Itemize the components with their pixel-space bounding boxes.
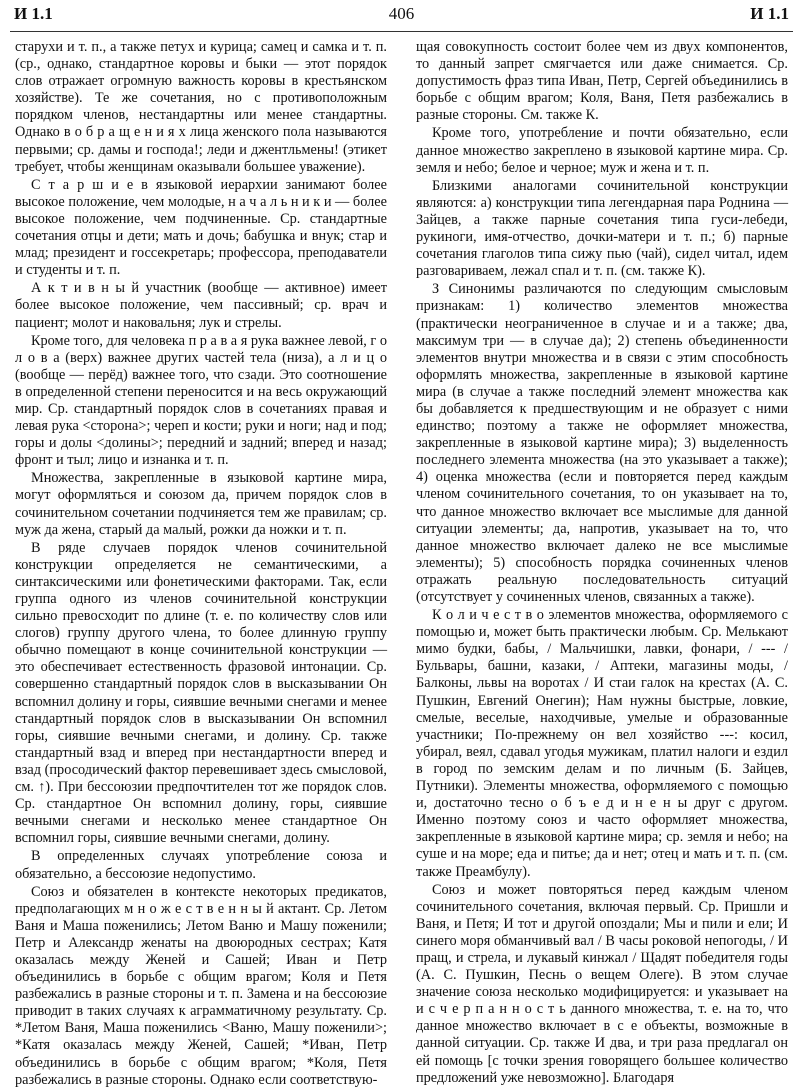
paragraph: Множества, закрепленные в языковой картине мира, могут оформляться и союзом да, причем порядок слов в сочинительном сочетании подчиняется тем же правилам; ср. муж да жена, старый да малый, рожки да ножки и т. п. [15, 470, 387, 538]
header-left-entry: И 1.1 [14, 4, 53, 23]
paragraph: Кроме того, употребление и почти обязательно, если данное множество закреплено в языковой картине мира. Ср. земля и небо; белое и черное; муж и жена и т. п. [416, 125, 788, 176]
paragraph: Кроме того, для человека п р а в а я рука важнее левой, г о л о в а (верх) важнее других частей тела (низа), а л и ц о (вообще — перёд) важнее того, что сзади. Это соотношение в определенной степени переносится и на весь окружающий мир. Ср. стандартный порядок слов в сочетаниях правая и левая рука <сторона>; череп и кости; руки и ноги; над и под; горы и долы <долины>; передний и задний; вперед и назад; фронт и тыл; лицо и изнанка и т. п. [15, 332, 387, 469]
right-column [416, 39, 788, 1086]
paragraph: В ряде случаев порядок членов сочинительной конструкции определяется не семантическими, а синтаксическими или фонетическими факторами. Так, если группа одного из членов сочинительной конструкции сильно превосходит по длине (т. е. по количеству слов или слогов) группу другого члена, то более длинную группу обычно помещают в конце сочинительной конструкции — это обеспечивает естественность фразовой интонации. Ср. совершенно стандартный порядок слов в высказывании Он вспомнил долину и горы, сиявшие вечными снегами и менее стандартный порядок слов в высказывании Он вспомнил горы, сиявшие вечными снегами, и долину. Ср. также стандартный взад и вперед при нестандартности вперед и взад (просодический фактор перевешивает здесь смысловой, см. ↑). При бессоюзии предпочтителен тот же порядок слов. Ср. стандартное Он вспомнил долину, горы, сиявшие вечными снегами и несколько менее стандартное Он вспомнил горы, сиявшие вечными снегами, долину. [15, 539, 387, 847]
left-column [15, 39, 387, 1088]
page-header [14, 4, 789, 28]
header-rule [10, 31, 793, 32]
paragraph: С т а р ш и е в языковой иерархии занимают более высокое положение, чем молодые, н а ч а л ь н и к и — более высокое положение, чем подчиненные. Ср. стандартные сочетания отцы и дети; мать и дочь; бабушка и внук; стар и млад; президент и госсекретарь; профессора, преподаватели и студенты и т. п. [15, 176, 387, 279]
paragraph: Союз и обязателен в контексте некоторых предикатов, предполагающих м н о ж е с т в е н н ы й актант. Ср. Летом Ваня и Маша поженились; Летом Ваню и Машу поженили; Петр и Александр женаты на двоюродных сестрах; Катя оказалась между Женей и Сашей; Иван и Петр объединились в борьбе с общим врагом; Коля и Петя разбежались в разные стороны и т. п. Замена и на бессоюзие приводит в таких случаях к аграмматичному результату. Ср. *Летом Ваня, Маша поженились <Ваню, Машу поженили>; *Катя оказалась между Женей, Сашей; *Иван, Петр объединились в борьбе с общим врагом; *Коля, Петя разбежались в разные стороны. Однако если соответствую- [15, 883, 387, 1088]
paragraph: старухи и т. п., а также петух и курица; самец и самка и т. п. (ср., однако, стандартное коровы и быки — этот порядок слов отражает огромную важность коровы в крестьянском хозяйстве). Те же сочетания, но с противоположным порядком членов, нестандартны или менее стандартны. Однако в о б р а щ е н и я х лица женского пола называются первыми; ср. дамы и господа!; леди и джентльмены! (этикет требует, чтобы женщинам оказывали большее уважение). [15, 39, 387, 175]
header-right-entry: И 1.1 [750, 4, 789, 23]
paragraph: А к т и в н ы й участник (вообще — активное) имеет более высокое положение, чем пассивный; ср. врач и пациент; молот и наковальня; лук и стрелы. [15, 280, 387, 331]
paragraph: Союз и может повторяться перед каждым членом сочинительного сочетания, включая первый. Ср. Пришли и Ваня, и Петя; И тот и другой опоздали; Мы и пили и ели; И синего моря обманчивый вал / В часы роковой непогоды, / И пращ, и стрела, и лукавый кинжал / Щадят победителя годы (А. С. Пушкин, Песнь о вещем Олеге). В этом случае значение союза несколько модифицируется: и указывает на и с ч е р п а н н о с т ь данного множества, т. е. на то, что данное множество включает в с е объекты, возможные в данной ситуации. Ср. также И два, и три раза предлагал он ей помощь [с точки зрения говорящего большее количество предложений уже невозможно]. Благодаря [416, 881, 788, 1086]
paragraph: В определенных случаях употребление союза и обязательно, а бессоюзие недопустимо. [15, 848, 387, 882]
paragraph: щая совокупность состоит более чем из двух компонентов, то данный запрет смягчается или даже снимается. Ср. допустимость фраз типа Иван, Петр, Сергей объединились в борьбе с общим врагом; Коля, Ваня, Петя разбежались в разные стороны. См. также К. [416, 39, 788, 124]
page-number: 406 [388, 4, 415, 23]
paragraph: З Синонимы различаются по следующим смысловым признакам: 1) количество элементов множества (практически неограниченное в случае и и а также; два, максимум три — в случае да); 2) степень объединенности элементов внутри множества и в связи с этим способность оформлять множества, закрепленные в языковой картине мира (в случае а также последний элемент множества как бы добавляется к предшествующим и не образует с ними единство; поэтому а также не оформляет множества, закрепленные в языковой картине мира); 3) выделенность последнего элемента множества (на это указывает а также); 4) оценка множества (если и повторяется перед каждым членом сочинительного сочетания, то он указывает на то, что данное множество включает все мыслимые для данной ситуации элементы; да, напротив, указывает на то, что данное множество включает далеко не все мыслимые элементы); 5) способность порядка сочиненных членов отражать реальную последовательность ситуаций (отсутствует у сочиненных членов, связанных а также). [416, 281, 788, 605]
paragraph: Близкими аналогами сочинительной конструкции являются: а) конструкции типа легендарная пара Роднина — Зайцев, а также парные сочетания типа гуси-лебеди, рукиноги, имя-отчество, дочки-матери и т. п.; б) парные сочетания глаголов типа сижу пью (чай), сидел читал, идем разговариваем, лежал спал и т. п. (см. также К). [416, 177, 788, 280]
paragraph: К о л и ч е с т в о элементов множества, оформляемого с помощью и, может быть практически любым. Ср. Мелькают мимо будки, бабы, / Мальчишки, лавки, фонари, / --- / Бульвары, башни, казаки, / Аптеки, магазины моды, / Балконы, львы на воротах / И стаи галок на крестах (А. С. Пушкин, Евгений Онегин); Нам нужны быстрые, ловкие, смелые, веселые, находчивые, умелые и образованные участники; По-прежнему он вел хозяйство ---: косил, убирал, веял, сдавал угодья мужикам, платил налоги и ездил в город по земским делам и по личным (Б. Зайцев, Путники). Элементы множества, оформляемого с помощью и, достаточно тесно о б ъ е д и н е н ы друг с другом. Именно поэтому союз и часто оформляет множества, закрепленные в языковой картине мира; ср. земля и небо; на суше и на море; еда и питье; да и нет; отец и мать и т. п. (см. также Преамбулу). [416, 607, 788, 880]
